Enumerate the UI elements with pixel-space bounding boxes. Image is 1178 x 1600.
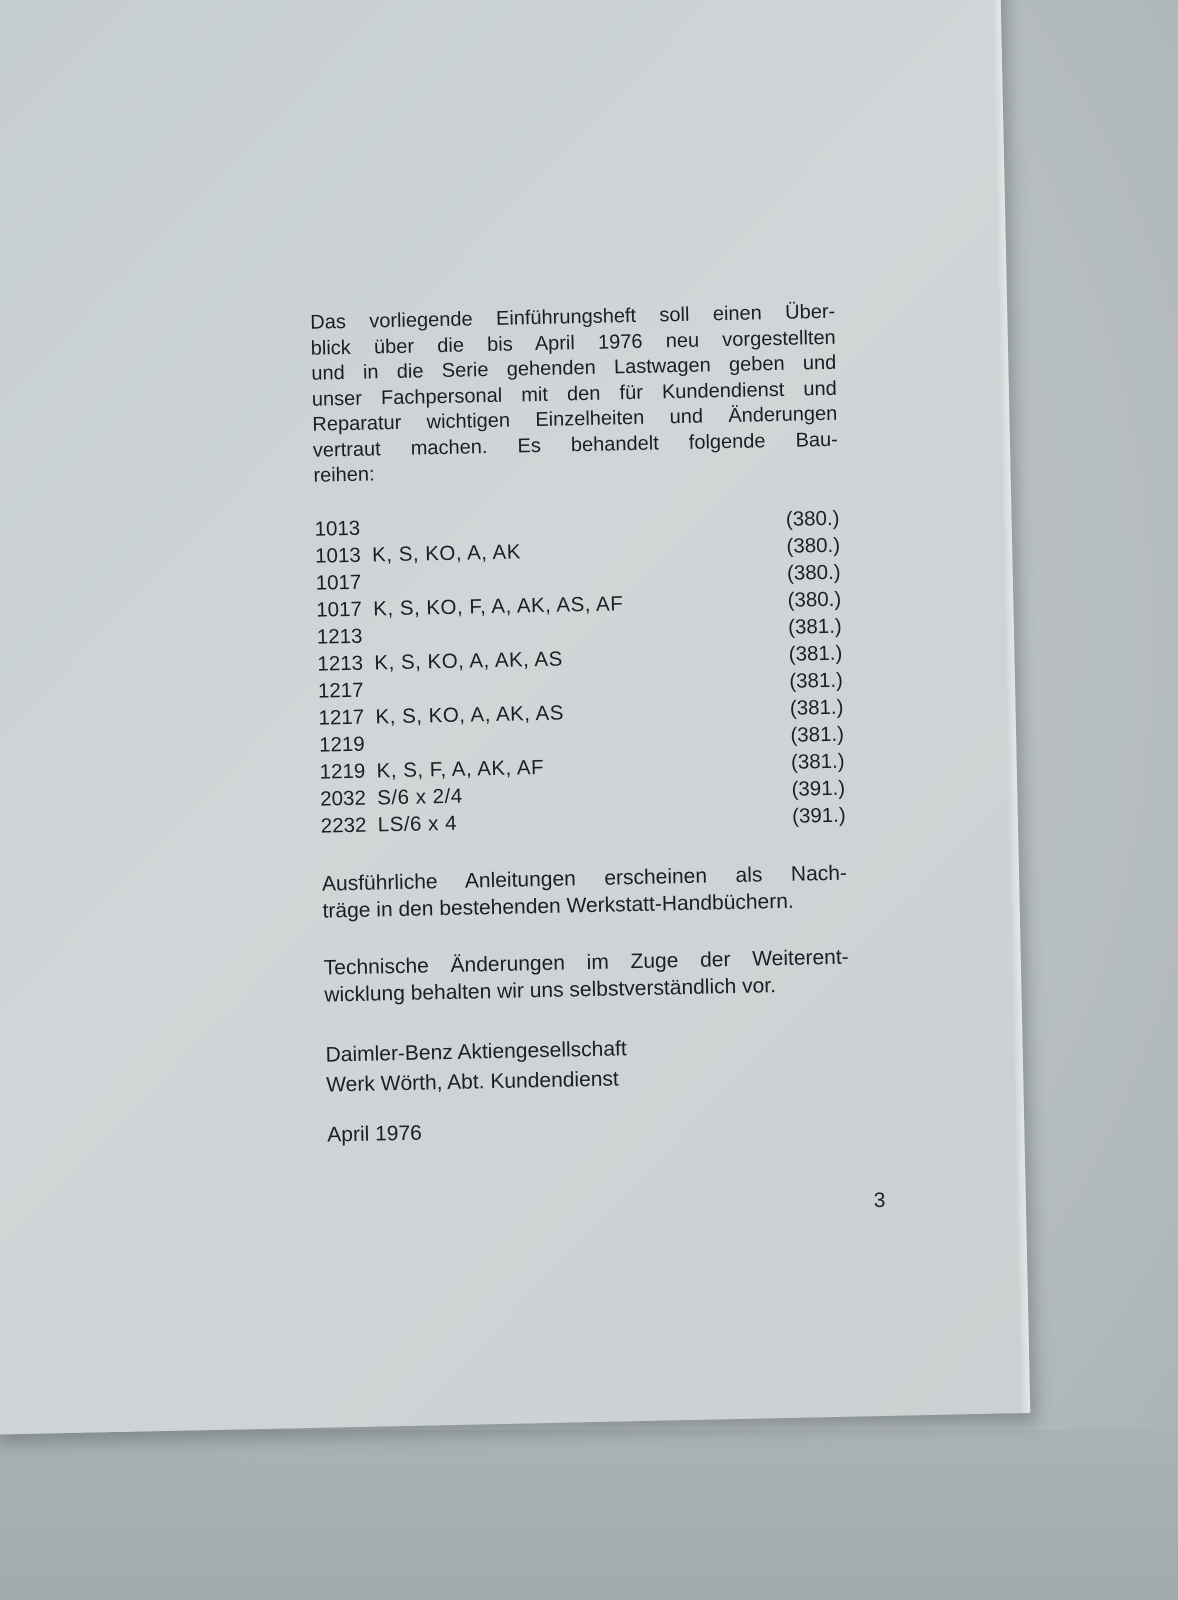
series-number: 1013 [314,543,361,568]
intro-paragraph [310,300,839,489]
series-variants [375,682,789,691]
page-number: 3 [873,1188,886,1213]
series-variants [376,736,790,745]
series-code: (381.) [787,614,842,640]
series-code: (381.) [788,641,843,667]
series-code: (381.) [789,668,844,694]
intro-line: Reparatur wichtigen Einzelheiten und Änderungen [312,402,838,436]
series-number: 2232 [320,813,367,838]
series-code: (391.) [791,776,846,802]
publication-date: April 1976 [327,1121,423,1147]
series-code: (380.) [786,533,841,559]
series-number: 1217 [317,678,364,703]
series-list [314,505,846,840]
series-number: 1219 [319,759,366,784]
instructions-paragraph [322,859,848,924]
intro-line: vertraut machen. Es behandelt folgende Bau- [312,428,839,462]
signature-block [325,1029,851,1100]
changes-line: Technische Änderungen im Zuge der Weiterent- [323,945,849,980]
intro-line: Das vorliegende Einführungsheft soll einen Über- [310,300,836,334]
series-number: 1213 [316,624,363,649]
intro-line: und in die Serie gehenden Lastwagen geben und [311,351,837,385]
changes-paragraph [323,943,849,1008]
series-variants: S/6 x 2/4 [376,784,463,810]
intro-line: blick über die bis April 1976 neu vorgestellten [310,326,836,360]
instructions-line: träge in den bestehenden Werkstatt-Handbüchern. [322,889,794,923]
department-name: Werk Wörth, Abt. Kundendienst [325,1066,619,1097]
series-number: 1017 [316,597,363,622]
series-variants: K, S, KO, F, A, AK, AS, AF [373,592,624,621]
series-code: (380.) [785,506,840,532]
page-content [310,300,852,1148]
series-number: 1213 [317,651,364,676]
series-number: 1013 [314,516,361,541]
changes-line: wicklung behalten wir uns selbstverständlich vor. [324,973,777,1007]
series-code: (381.) [790,722,845,748]
series-code: (380.) [787,587,842,613]
series-number: 2032 [319,786,367,811]
company-name: Daimler-Benz Aktiengesellschaft [325,1036,627,1067]
series-variants: LS/6 x 4 [377,812,458,837]
series-variants [372,520,786,529]
series-variants: K, S, KO, A, AK, AS [374,647,564,675]
series-code: (381.) [789,695,844,721]
series-variants [374,628,788,637]
intro-line: reihen: [313,463,375,487]
series-code: (391.) [791,803,846,829]
series-variants [373,574,787,583]
series-number: 1217 [318,705,365,730]
series-variants: K, S, KO, A, AK [371,540,522,567]
series-code: (381.) [790,749,845,775]
series-number: 1017 [315,570,362,595]
series-code: (380.) [786,560,841,586]
series-variants: K, S, KO, A, AK, AS [375,701,565,729]
series-variants: K, S, F, A, AK, AF [376,756,545,783]
intro-line: unser Fachpersonal mit den für Kundendienst und [311,377,837,411]
instructions-line: Ausführliche Anleitungen erscheinen als Nach- [321,861,848,896]
table-surface [0,1430,1178,1600]
series-number: 1219 [318,732,365,757]
